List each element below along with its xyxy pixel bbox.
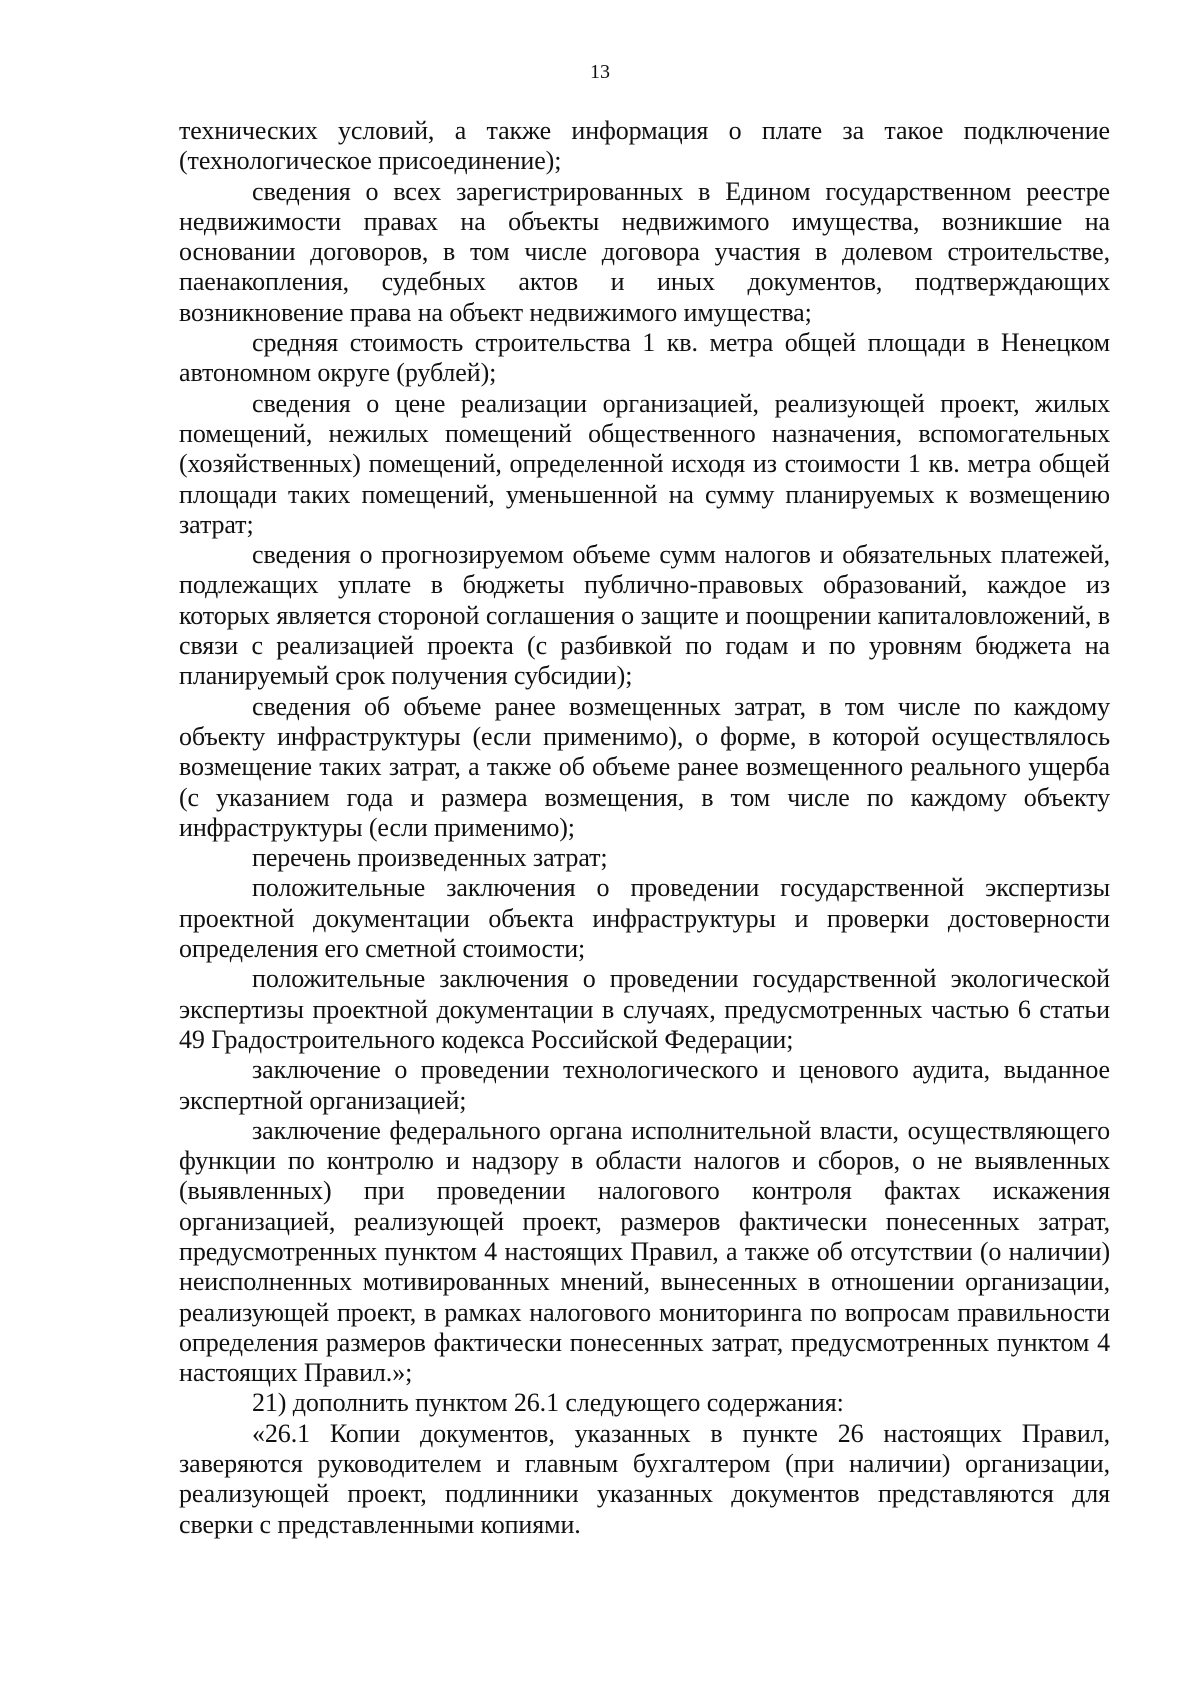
document-body [179,116,1110,1540]
paragraph-clause-26-1: «26.1 Копии документов, указанных в пункте 26 настоящих Правил, заверяются руководителем и главным бухгалтером (при наличии) организации, реализующей проект, подлинники указанных документов представляются для сверки с представленными копиями. [179,1418,1110,1539]
paragraph-egrn-rights: сведения о всех зарегистрированных в Едином государственном реестре недвижимости правах на объекты недвижимого имущества, возникшие на основании договоров, в том числе договора участия в долевом строительстве, паенакопления, судебных актов и иных документов, подтверждающих возникновение права на объект недвижимого имущества; [179,176,1110,327]
page-number: 13 [590,61,610,83]
paragraph-continuation: технических условий, а также информация о плате за такое подключение (технологическое присоединение); [179,116,1110,176]
paragraph-previous-compensation: сведения об объеме ранее возмещенных затрат, в том числе по каждому объекту инфраструктуры (если применимо), о форме, в которой осуществлялось возмещение таких затрат, а также об объеме ранее возмещенного реального ущерба (с указанием года и размера возмещения, в том числе по каждому объекту инфраструктуры (если применимо); [179,691,1110,842]
paragraph-state-expertise: положительные заключения о проведении государственной экспертизы проектной документации объекта инфраструктуры и проверки достоверности определения его сметной стоимости; [179,873,1110,964]
paragraph-sale-price: сведения о цене реализации организацией, реализующей проект, жилых помещений, нежилых помещений общественного назначения, вспомогательных (хозяйственных) помещений, определенной исходя из стоимости 1 кв. метра общей площади таких помещений, уменьшенной на сумму планируемых к возмещению затрат; [179,388,1110,539]
paragraph-amendment-21: 21) дополнить пунктом 26.1 следующего содержания: [252,1388,844,1418]
paragraph-ecological-expertise: положительные заключения о проведении государственной экологической экспертизы проектной документации в случаях, предусмотренных частью 6 статьи 49 Градостроительного кодекса Российской Федерации; [179,964,1110,1054]
paragraph-audit: заключение о проведении технологического и ценового аудита, выданное экспертной организацией; [179,1055,1110,1115]
paragraph-tax-forecast: сведения о прогнозируемом объеме сумм налогов и обязательных платежей, подлежащих уплате в бюджеты публично-правовых образований, каждое из которых является стороной соглашения о защите и поощрении капиталовложений, в связи с реализацией проекта (с разбивкой по годам и по уровням бюджета на планируемый срок получения субсидии); [179,540,1110,691]
paragraph-average-cost: средняя стоимость строительства 1 кв. метра общей площади в Ненецком автономном округе (рублей); [179,328,1110,388]
paragraph-tax-authority-conclusion: заключение федерального органа исполнительной власти, осуществляющего функции по контролю и надзору в области налогов и сборов, о не выявленных (выявленных) при проведении налогового контроля фактах искажения организацией, реализующей проект, размеров фактически понесенных затрат, предусмотренных пунктом 4 настоящих Правил, а также об отсутствии (о наличии) неисполненных мотивированных мнений, вынесенных в отношении организации, реализующей проект, в рамках налогового мониторинга по вопросам правильности определения размеров фактически понесенных затрат, предусмотренных пунктом 4 настоящих Правил.»; [179,1115,1110,1388]
paragraph-cost-list: перечень произведенных затрат; [252,843,608,873]
